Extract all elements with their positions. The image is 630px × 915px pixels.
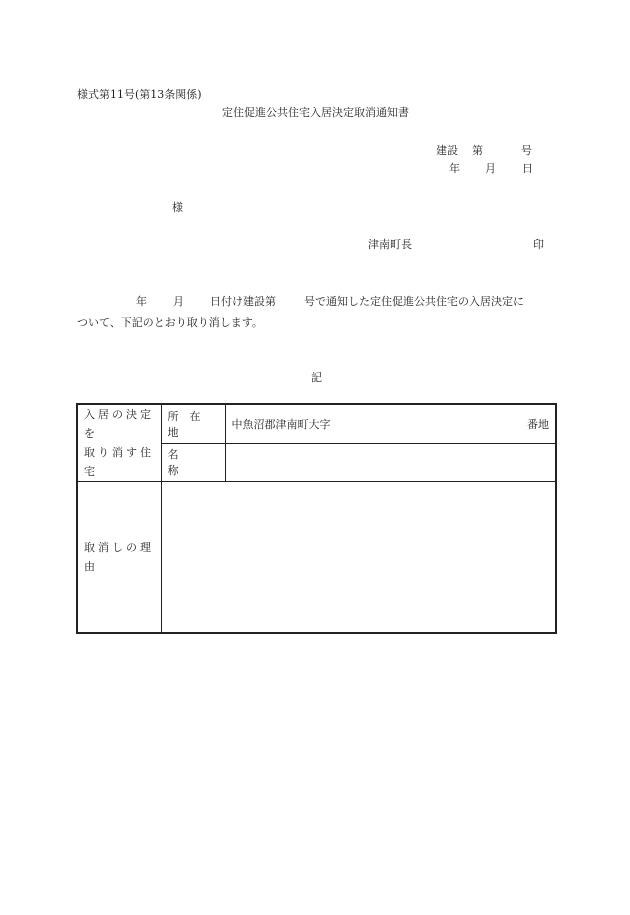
housing-label-cell bbox=[77, 404, 161, 482]
form-number: 様式第11号(第13条関係) bbox=[77, 88, 202, 101]
sender-name: 津南町長 bbox=[368, 238, 412, 251]
date-day: 日 bbox=[522, 162, 533, 175]
reference-go: 号 bbox=[521, 144, 532, 157]
body-text-line1 bbox=[136, 293, 524, 309]
body-text-a: 日付け建設第 bbox=[210, 295, 276, 308]
housing-label-line2: 取り消す住宅 bbox=[84, 446, 154, 478]
reference-prefix: 建設 bbox=[436, 144, 458, 157]
body-text-line2: ついて、下記のとおり取り消します。 bbox=[77, 316, 263, 329]
reason-row bbox=[77, 482, 556, 633]
details-table bbox=[76, 403, 557, 634]
name-value-cell[interactable] bbox=[225, 443, 556, 481]
document-title: 定住促進公共住宅入居決定取消通知書 bbox=[222, 106, 409, 119]
date-month: 月 bbox=[485, 162, 496, 175]
housing-label-line1: 入居の決定を bbox=[84, 408, 154, 440]
reason-value-cell[interactable] bbox=[161, 482, 556, 633]
body-text-b: 号で通知した定住促進公共住宅の入居決定に bbox=[304, 295, 524, 308]
body-year: 年 bbox=[136, 295, 147, 308]
name-label: 名 称 bbox=[161, 443, 225, 481]
addressee: 様 bbox=[172, 201, 183, 214]
reference-number bbox=[436, 142, 532, 158]
location-value-cell[interactable] bbox=[225, 404, 556, 443]
issue-date bbox=[449, 160, 533, 176]
ki-heading: 記 bbox=[311, 371, 322, 384]
reference-dai: 第 bbox=[472, 144, 483, 157]
seal-mark: 印 bbox=[533, 238, 544, 251]
location-label: 所 在 地 bbox=[161, 404, 225, 443]
body-month: 月 bbox=[173, 295, 184, 308]
location-row bbox=[77, 404, 556, 443]
location-suffix: 番地 bbox=[527, 417, 549, 431]
location-value: 中魚沼郡津南町大字 bbox=[231, 417, 331, 431]
reason-label: 取消しの理由 bbox=[77, 482, 161, 633]
date-year: 年 bbox=[449, 162, 460, 175]
